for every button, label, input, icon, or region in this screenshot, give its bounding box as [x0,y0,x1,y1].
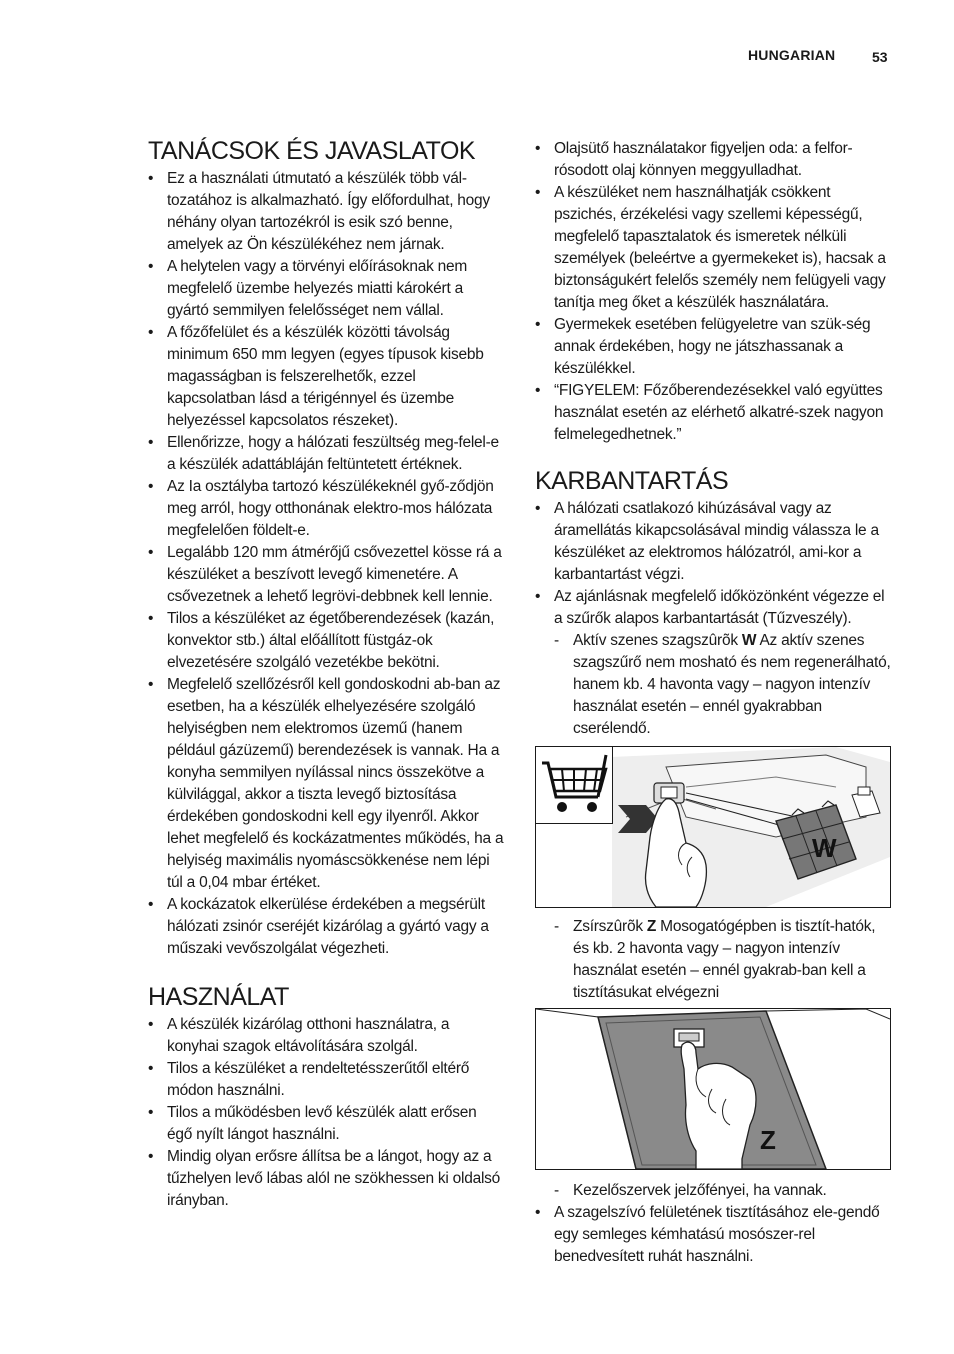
page-number: 53 [872,49,888,65]
grease-filter-figure [535,1008,891,1170]
tips-list [148,168,504,960]
list-item: • Ez a használati útmutató a készülék több vál-tozatához is alkalmazható. Így előfordulhat, hogy néhány olyan tartozékról is esik szó benne, amelyek az Ön készülékéhez nem járnak. [148,168,504,256]
figure-label-w: W [812,833,837,863]
sub-item-charcoal-filter [535,630,891,740]
sub-item-lead: Zsírszûrõk [573,918,647,935]
charcoal-filter-figure [535,746,891,908]
section-title-maintenance: KARBANTARTÁS [535,467,729,495]
maintenance-list-cont [535,916,891,1004]
maintenance-list [535,498,891,740]
list-item: • Tilos a készüléket az égetőberendezések (kazán, konvektor stb.) által előállított füstgáz-ok elvezetésére szolgáló vezetékbe bekötni. [148,608,504,674]
left-column [148,136,504,1212]
figure-label-z: Z [760,1125,776,1155]
list-item: • Tilos a működésben levő készülék alatt erősen égő nyílt lángot használni. [148,1102,504,1146]
list-item: • Gyermekek esetében felügyeletre van szük-ség annak érdekében, hogy ne játszhassanak a készülékkel. [535,314,891,380]
list-item: • Az ajánlásnak megfelelő időközönként végezze el a szűrők alapos karbantartását (Tűzveszély). [535,586,891,630]
cart-icon [536,747,613,824]
list-item: • Megfelelő szellőzésről kell gondoskodni ab-ban az esetben, ha a készülék elhelyezésére szolgáló helyiségben nem elektromos üzemű (hanem például gázüzemű) berendezések is vannak. Ha a konyha semmilyen nyílással nincs összekötve a külvilággal, akkor a tiszta levegő biztosítása érdekében gondoskodni kell egy ilyenről. Akkor lehet megfelelő és kockázatmentes működés, ha a helyiség maximális nyomáscsökkenése nem lépi túl a 0,04 mbar értéket. [148,674,504,894]
list-item: • Legalább 120 mm átmérőjű csővezettel kösse rá a készüléket a beszívott levegő kimenetére. A csővezetnek a lehető legrövi-debbnek kell lennie. [148,542,504,608]
list-item: • A készülék kizárólag otthoni használatra, a konyhai szagok eltávolítására szolgál. [148,1014,504,1058]
list-item: • Ellenőrizze, hogy a hálózati feszültség meg-felel-e a készülék adattábláján feltüntetett értéknek. [148,432,504,476]
grease-filter-illustration [536,1009,890,1169]
list-item: • A készüléket nem használhatják csökkent pszichés, érzékelési vagy szellemi képességű, megfelelő tapasztalatok és ismeretek nélküli személyek (beleértve a gyermekeket is), hacsak a biztonságukért felelős személy nem felügyeli vagy tanítja meg őket a készülék használatára. [535,182,891,314]
section-title-usage: HASZNÁLAT [148,983,289,1011]
sub-item-lead: Aktív szenes szagszûrõk [573,632,742,649]
usage-cont-list [535,138,891,446]
header-language: HUNGARIAN [748,47,836,63]
sub-item-key: Z [646,918,657,935]
list-item: • A hálózati csatlakozó kihúzásával vagy az áramellátás kikapcsolásával mindig válassza le a készüléket az elektromos hálózatról, ami-kor a karbantartást végzi. [535,498,891,586]
maintenance-list-end [535,1180,891,1268]
list-item: • Olajsütő használatakor figyeljen oda: a felfor-rósodott olaj könnyen meggyulladhat. [535,138,891,182]
right-column [535,138,891,1268]
list-item: • Tilos a készüléket a rendeltetésszerűtől eltérő módon használni. [148,1058,504,1102]
list-item: • “FIGYELEM: Főzőberendezésekkel való együttes használat esetén az elérhető alkatré-szek nagyon felmelegedhetnek.” [535,380,891,446]
sub-item-indicator-lights: - Kezelőszervek jelzőfényei, ha vannak. [535,1180,891,1202]
sub-item-key: W [741,632,757,649]
list-item: • A kockázatok elkerülése érdekében a megsérült hálózati zsinór cseréjét kizárólag a gyártó vagy a műszaki vevőszolgálat végezheti. [148,894,504,960]
list-item: • A főzőfelület és a készülék közötti távolság minimum 650 mm legyen (egyes típusok kisebb magasságban is felszerelhetők, ezzel kapcsolatban lásd a térigénnyel és üzembe helyezéssel kapcsolatos részeket). [148,322,504,432]
section-title-tips: TANÁCSOK ÉS JAVASLATOK [148,137,476,165]
list-item: • Az Ia osztályba tartozó készülékeknél győ-ződjön meg arról, hogy otthonának elektro-mos hálózata megfelelően földelt-e. [148,476,504,542]
list-item: • A helytelen vagy a törvényi előírásoknak nem megfelelő üzembe helyezés miatti károkért a gyártó semmilyen felelősséget nem vállal. [148,256,504,322]
sub-item-text: Az aktív szenes szagszűrő nem mosható és nem regenerálható, hanem kb. 4 havonta vagy – nagyon intenzív használat esetén – ennél gyakrabban cserélendő. [573,632,891,737]
list-item: • A szagelszívó felületének tisztításához ele-gendő egy semleges kémhatású mosószer-rel benedvesített ruhát használni. [535,1202,891,1268]
sub-item-grease-filter [535,916,891,1004]
sub-item-text: Mosogatógépben is tisztít-hatók, és kb. 2 havonta vagy – nagyon intenzív használat esetén – ennél gyakrab-ban kell a tisztításukat elvégezni [573,918,876,1001]
list-item: • Mindig olyan erősre állítsa be a lángot, hogy az a tűzhelyen levő lábas alól ne szökhessen ki oldalsó irányban. [148,1146,504,1212]
usage-list [148,1014,504,1212]
